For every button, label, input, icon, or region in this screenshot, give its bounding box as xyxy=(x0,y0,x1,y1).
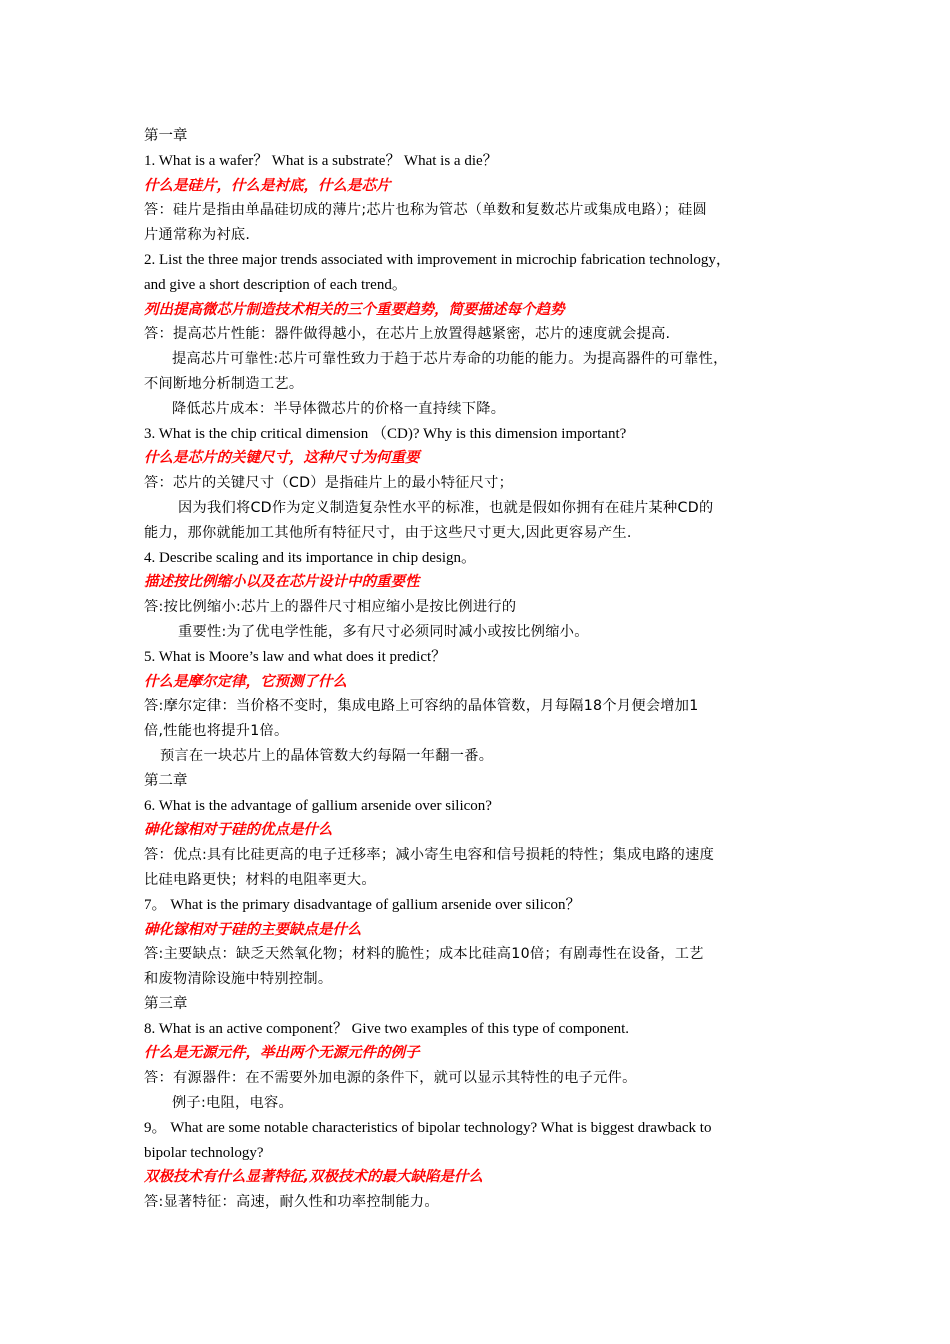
answer-text: 提高芯片可靠性:芯片可靠性致力于趋于芯片寿命的功能的能力。为提高器件的可靠性， xyxy=(172,351,728,368)
answer-text: 和废物清除设施中特别控制。 xyxy=(144,971,333,988)
question-english: 4. Describe scaling and its importance in chip design。 xyxy=(144,549,476,566)
question-english: bipolar technology? xyxy=(144,1144,264,1161)
question-english: 5. What is Moore’s law and what does it predict？ xyxy=(144,648,447,665)
question-english: 3. What is the chip critical dimension （CD)? Why is this dimension important? xyxy=(144,425,627,442)
question-english: and give a short description of each trend。 xyxy=(144,276,407,293)
answer-text: 答:按比例缩小:芯片上的器件尺寸相应缩小是按比例进行的 xyxy=(144,599,517,616)
answer-text: 预言在一块芯片上的晶体管数大约每隔一年翻一番。 xyxy=(160,747,494,764)
chapter-heading: 第三章 xyxy=(144,995,188,1012)
chapter-heading: 第一章 xyxy=(144,128,188,144)
answer-text: 例子:电阻，电容。 xyxy=(172,1095,293,1112)
question-chinese: 列出提高微芯片制造技术相关的三个重要趋势，简要描述每个趋势 xyxy=(144,301,565,318)
answer-text: 答：优点:具有比硅更高的电子迁移率；减小寄生电容和信号损耗的特性；集成电路的速度 xyxy=(144,847,715,864)
question-chinese: 砷化镓相对于硅的优点是什么 xyxy=(144,822,333,839)
answer-text: 比硅电路更快；材料的电阻率更大。 xyxy=(144,871,376,888)
question-chinese: 描述按比例缩小以及在芯片设计中的重要性 xyxy=(144,574,420,591)
answer-text: 答:显著特征：高速，耐久性和功率控制能力。 xyxy=(144,1194,439,1211)
answer-text: 答:摩尔定律：当价格不变时，集成电路上可容纳的晶体管数，月每隔18个月便会增加1 xyxy=(144,698,699,715)
answer-text: 因为我们将CD作为定义制造复杂性水平的标准，也就是假如你拥有在硅片某种CD的 xyxy=(178,499,714,516)
answer-text: 重要性:为了优电学性能，多有尺寸必须同时减小或按比例缩小。 xyxy=(178,623,589,640)
question-chinese: 砷化镓相对于硅的主要缺点是什么 xyxy=(144,921,362,938)
question-english: 8. What is an active component？ Give two examples of this type of component. xyxy=(144,1020,630,1037)
answer-text: 答：提高芯片性能：器件做得越小，在芯片上放置得越紧密，芯片的速度就会提高. xyxy=(144,326,671,343)
answer-text: 能力，那你就能加工其他所有特征尺寸，由于这些尺寸更大,因此更容易产生. xyxy=(144,524,632,541)
question-english: 6. What is the advantage of gallium arsenide over silicon? xyxy=(144,797,492,814)
answer-text: 答:主要缺点：缺乏天然氧化物；材料的脆性；成本比硅高10倍；有剧毒性在设备，工艺 xyxy=(144,946,704,963)
answer-text: 倍,性能也将提升1倍。 xyxy=(144,723,289,740)
answer-text: 答：有源器件：在不需要外加电源的条件下，就可以显示其特性的电子元件。 xyxy=(144,1070,637,1087)
question-chinese: 什么是无源元件，举出两个无源元件的例子 xyxy=(144,1045,420,1062)
question-english: 1. What is a wafer？ What is a substrate？ What is a die？ xyxy=(144,152,498,169)
question-chinese: 什么是芯片的关键尺寸，这种尺寸为何重要 xyxy=(144,450,420,467)
question-chinese: 双极技术有什么显著特征,双极技术的最大缺陷是什么 xyxy=(144,1169,484,1186)
question-english: 7。 What is the primary disadvantage of gallium arsenide over silicon？ xyxy=(144,896,581,913)
document-page xyxy=(144,124,806,1215)
answer-text: 不间断地分析制造工艺。 xyxy=(144,375,304,392)
answer-text: 降低芯片成本：半导体微芯片的价格一直持续下降。 xyxy=(172,400,506,417)
chapter-heading: 第二章 xyxy=(144,772,188,789)
question-english: 2. List the three major trends associated with improvement in microchip fabrication technology， xyxy=(144,251,731,268)
question-english: 9。 What are some notable characteristics of bipolar technology? What is biggest drawback to xyxy=(144,1119,712,1136)
question-chinese: 什么是摩尔定律，它预测了什么 xyxy=(144,673,347,690)
question-chinese: 什么是硅片，什么是衬底，什么是芯片 xyxy=(144,177,391,194)
answer-text: 答：芯片的关键尺寸（CD）是指硅片上的最小特征尺寸； xyxy=(144,475,514,492)
answer-text: 答：硅片是指由单晶硅切成的薄片;芯片也称为管芯（单数和复数芯片或集成电路）；硅圆 xyxy=(144,202,707,219)
answer-text: 片通常称为衬底. xyxy=(144,227,251,244)
